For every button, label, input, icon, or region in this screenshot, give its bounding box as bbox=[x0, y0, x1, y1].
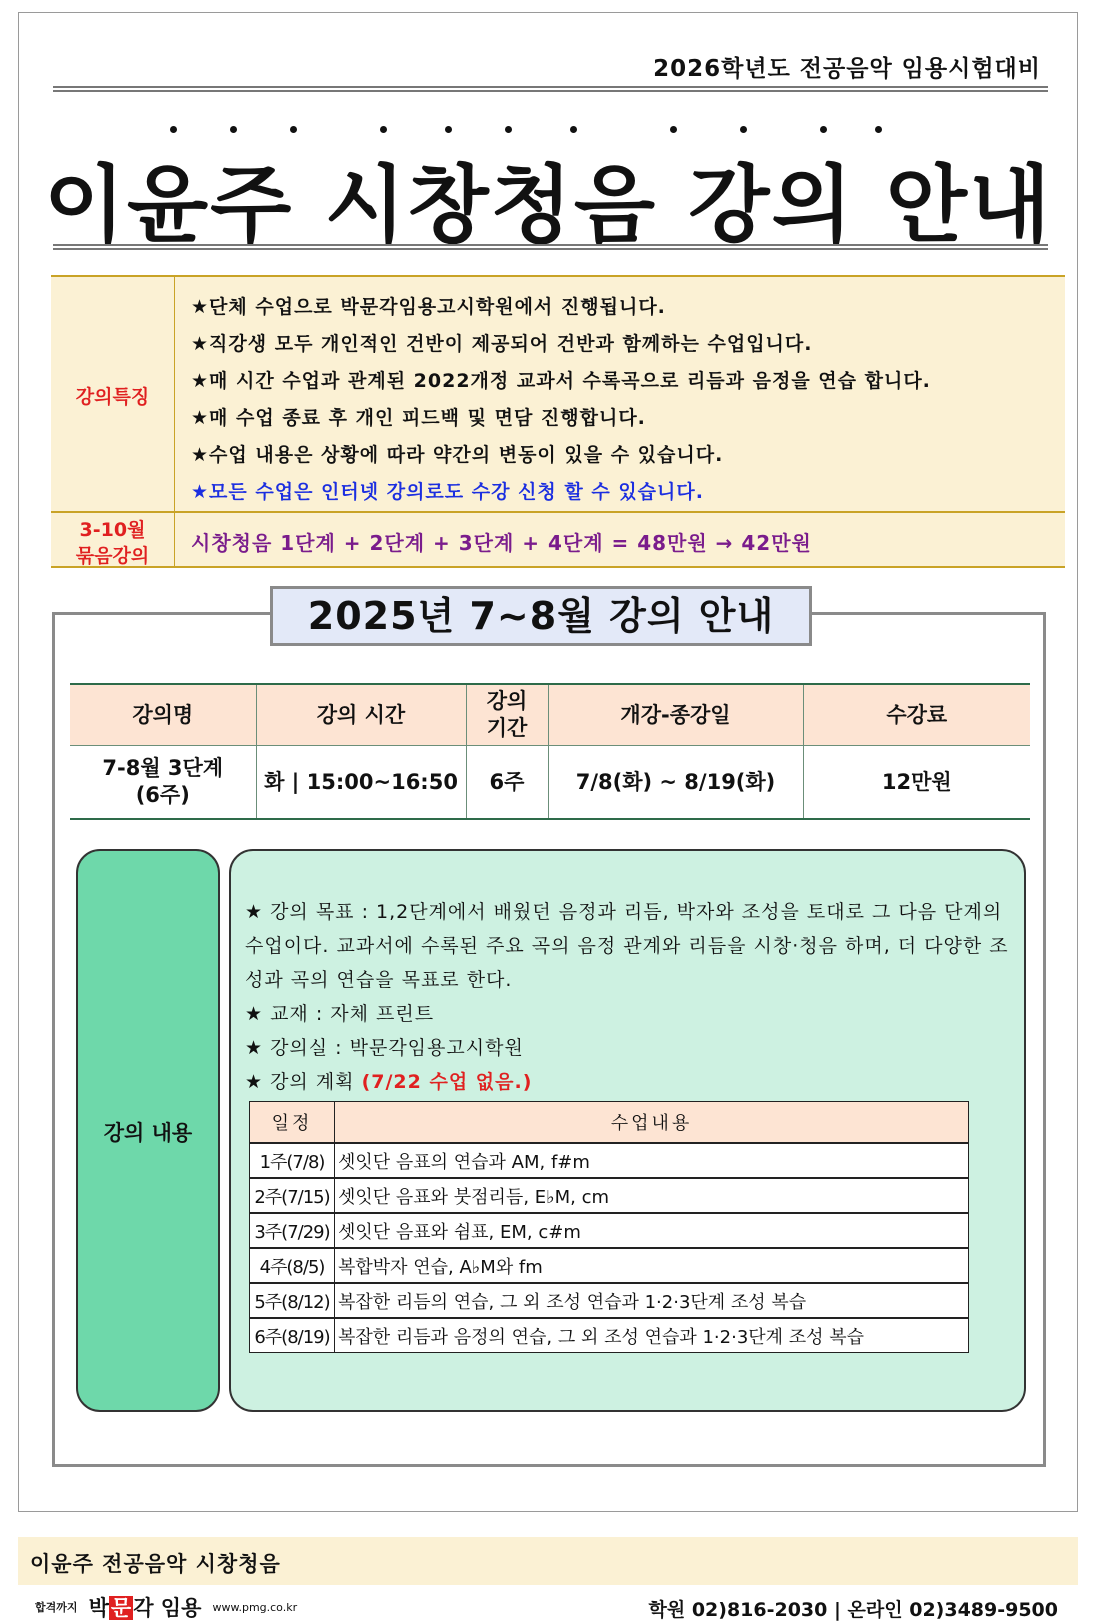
plan-week: 4주(8/5) bbox=[250, 1248, 335, 1283]
page-subtitle: 2026학년도 전공음악 임용시험대비 bbox=[653, 56, 1041, 82]
content-box bbox=[229, 849, 1026, 1412]
feature-item: ★직강생 모두 개인적인 건반이 제공되어 건반과 함께하는 수업입니다. bbox=[191, 333, 813, 355]
plan-content: 복합박자 연습, A♭M와 fm bbox=[335, 1248, 969, 1283]
logo bbox=[35, 1592, 297, 1624]
content-label-box bbox=[76, 849, 220, 1412]
table-row bbox=[250, 1213, 969, 1248]
page-title: 이윤주 시창청음 강의 안내 bbox=[43, 156, 1053, 254]
cell-time: 화 | 15:00~16:50 bbox=[256, 746, 466, 820]
plan-content: 셋잇단 음표와 붓점리듬, E♭M, cm bbox=[335, 1178, 969, 1213]
table-row bbox=[250, 1143, 969, 1178]
lecture-info-table bbox=[70, 683, 1030, 820]
plan-week: 2주(7/15) bbox=[250, 1178, 335, 1213]
feature-item: ★수업 내용은 상황에 따라 약간의 변동이 있을 수 있습니다. bbox=[191, 444, 724, 466]
features-box bbox=[51, 275, 1065, 568]
feature-item: ★매 시간 수업과 관계된 2022개정 교과서 수록곡으로 리듬과 음정을 연습 합니다. bbox=[191, 370, 931, 392]
cell-fee: 12만원 bbox=[803, 746, 1030, 820]
table-row bbox=[250, 1248, 969, 1283]
content-text bbox=[245, 895, 1013, 1099]
table-row bbox=[250, 1318, 969, 1353]
bundle-price: 시창청음 1단계 + 2단계 + 3단계 + 4단계 = 48만원 → 42만원 bbox=[191, 531, 812, 555]
col-time: 강의 시간 bbox=[256, 684, 466, 746]
cell-name: 7-8월 3단계 (6주) bbox=[70, 746, 256, 820]
table-row bbox=[250, 1283, 969, 1318]
features-label: 강의특징 bbox=[75, 386, 150, 408]
plan-content: 복잡한 리듬의 연습, 그 외 조성 연습과 1·2·3단계 조성 복습 bbox=[335, 1283, 969, 1318]
plan-table bbox=[249, 1101, 969, 1353]
content-room: ★ 강의실 : 박문각임용고시학원 bbox=[245, 1037, 524, 1059]
footer-title: 이윤주 전공음악 시창청음 bbox=[30, 1552, 281, 1576]
plan-week: 6주(8/19) bbox=[250, 1318, 335, 1353]
bundle-label bbox=[51, 517, 174, 569]
lecture-title: 2025년 7~8월 강의 안내 bbox=[270, 586, 812, 646]
col-name: 강의명 bbox=[70, 684, 256, 746]
content-plan-heading: ★ 강의 계획 (7/22 수업 없음.) bbox=[245, 1071, 533, 1093]
logo-url: www.pmg.co.kr bbox=[212, 1600, 298, 1614]
feature-item: ★단체 수업으로 박문각임용고시학원에서 진행됩니다. bbox=[191, 296, 666, 318]
table-row bbox=[250, 1178, 969, 1213]
footer-band bbox=[18, 1537, 1078, 1585]
plan-content: 셋잇단 음표의 연습과 AM, f#m bbox=[335, 1143, 969, 1178]
cell-dates: 7/8(화) ~ 8/19(화) bbox=[548, 746, 803, 820]
plan-week: 5주(8/12) bbox=[250, 1283, 335, 1318]
col-fee: 수강료 bbox=[803, 684, 1030, 746]
content-label: 강의 내용 bbox=[103, 1121, 193, 1145]
plan-week: 3주(7/29) bbox=[250, 1213, 335, 1248]
plan-col-content: 수업내용 bbox=[335, 1102, 969, 1144]
plan-note: (7/22 수업 없음.) bbox=[361, 1071, 533, 1093]
plan-week: 1주(7/8) bbox=[250, 1143, 335, 1178]
feature-highlight: ★모든 수업은 인터넷 강의로도 수강 신청 할 수 있습니다. bbox=[191, 481, 704, 503]
bundle-label-line: 묶음강의 bbox=[75, 545, 150, 567]
table-row bbox=[70, 746, 1030, 820]
features-list bbox=[191, 289, 931, 511]
contact-info: 학원 02)816-2030 | 온라인 02)3489-9500 bbox=[648, 1599, 1058, 1621]
divider bbox=[53, 86, 1048, 92]
logo-tagline: 합격까지 bbox=[35, 1601, 78, 1614]
plan-content: 셋잇단 음표와 쉼표, EM, c#m bbox=[335, 1213, 969, 1248]
bundle-label-line: 3-10월 bbox=[79, 519, 146, 541]
plan-content: 복잡한 리듬과 음정의 연습, 그 외 조성 연습과 1·2·3단계 조성 복습 bbox=[335, 1318, 969, 1353]
logo-mark: 박문각 임용 bbox=[88, 1596, 202, 1620]
content-textbook: ★ 교재 : 자체 프린트 bbox=[245, 1003, 435, 1025]
cell-period: 6주 bbox=[466, 746, 548, 820]
col-period: 강의 기간 bbox=[466, 684, 548, 746]
content-goal: ★ 강의 목표 : 1,2단계에서 배웠던 음정과 리듬, 박자와 조성을 토대로 그 다음 단계의 수업이다. 교과서에 수록된 주요 곡의 음정 관계와 리듬을 시창·청음 하며, 더 다양한 조성과 곡의 연습을 목표로 한다. bbox=[245, 901, 1009, 991]
plan-col-week: 일정 bbox=[250, 1102, 335, 1144]
divider bbox=[53, 244, 1048, 250]
col-dates: 개강-종강일 bbox=[548, 684, 803, 746]
feature-item: ★매 수업 종료 후 개인 피드백 및 면담 진행합니다. bbox=[191, 407, 646, 429]
